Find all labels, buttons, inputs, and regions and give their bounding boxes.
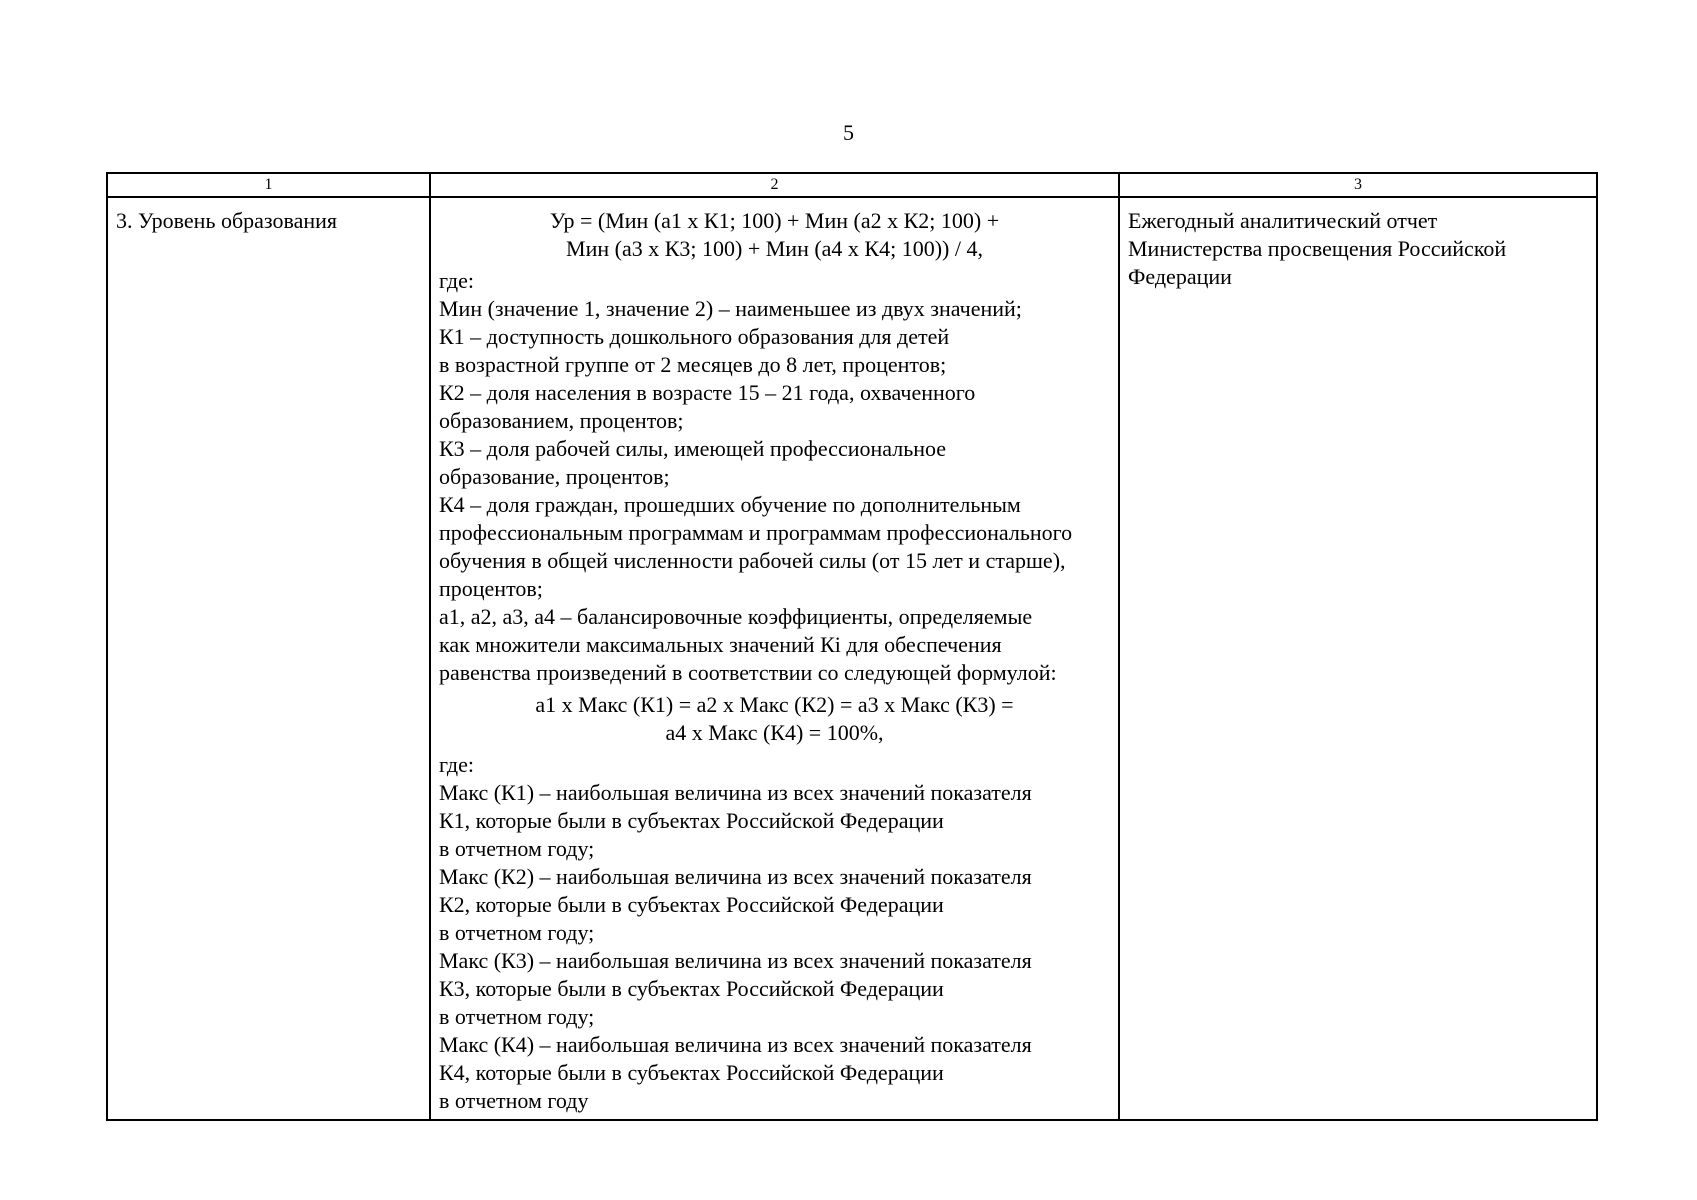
text-line: К3, которые были в субъектах Российской Федерации bbox=[439, 976, 944, 1001]
column-header-2: 2 bbox=[430, 173, 1119, 197]
text-line: обучения в общей численности рабочей силы (от 15 лет и старше), bbox=[439, 548, 1066, 573]
method-cell bbox=[430, 197, 1119, 1120]
text-line: К4, которые были в субъектах Российской Федерации bbox=[439, 1060, 944, 1085]
table-header-row bbox=[107, 173, 1597, 197]
text-line: где: bbox=[439, 752, 474, 777]
text-line: Федерации bbox=[1128, 264, 1232, 289]
text-line: равенства произведений в соответствии со следующей формулой: bbox=[439, 660, 1057, 685]
text-line: Макс (К3) – наибольшая величина из всех значений показателя bbox=[439, 948, 1032, 973]
source-text bbox=[1120, 198, 1596, 291]
text-line: профессиональным программам и программам профессионального bbox=[439, 520, 1073, 545]
text-line: в отчетном году; bbox=[439, 836, 595, 861]
text-line: Макс (К2) – наибольшая величина из всех значений показателя bbox=[439, 864, 1032, 889]
page-number: 5 bbox=[843, 120, 854, 145]
indicator-cell bbox=[107, 197, 430, 1120]
text-line: Макс (К4) – наибольшая величина из всех значений показателя bbox=[439, 1032, 1032, 1057]
text-line: образованием, процентов; bbox=[439, 408, 684, 433]
text-line: образование, процентов; bbox=[439, 464, 670, 489]
balancing-formula bbox=[439, 691, 1110, 747]
text-line: К4 – доля граждан, прошедших обучение по дополнительным bbox=[439, 492, 1021, 517]
main-formula bbox=[439, 207, 1110, 263]
text-line: Министерства просвещения Российской bbox=[1128, 236, 1507, 261]
variable-definitions bbox=[439, 267, 1110, 687]
formula-line: Мин (а3 х К3; 100) + Мин (а4 х К4; 100)) / 4, bbox=[566, 236, 983, 261]
text-line: Макс (К1) – наибольшая величина из всех значений показателя bbox=[439, 780, 1032, 805]
text-line: К3 – доля рабочей силы, имеющей профессиональное bbox=[439, 436, 947, 461]
text-line: в отчетном году; bbox=[439, 1004, 595, 1029]
max-definitions bbox=[439, 751, 1110, 1115]
text-line: процентов; bbox=[439, 576, 543, 601]
text-line: Ежегодный аналитический отчет bbox=[1128, 208, 1438, 233]
text-line: в отчетном году bbox=[439, 1088, 589, 1113]
column-header-3: 3 bbox=[1119, 173, 1597, 197]
table-row bbox=[107, 197, 1597, 1120]
text-line: К2, которые были в субъектах Российской Федерации bbox=[439, 892, 944, 917]
formula-line: Ур = (Мин (а1 х К1; 100) + Мин (а2 х К2; 100) + bbox=[549, 208, 1000, 233]
text-line: как множители максимальных значений Кi для обеспечения bbox=[439, 632, 1002, 657]
text-line: где: bbox=[439, 268, 474, 293]
formula-line: а4 х Макс (К4) = 100%, bbox=[665, 720, 884, 745]
text-line: К1, которые были в субъектах Российской Федерации bbox=[439, 808, 944, 833]
text-line: в отчетном году; bbox=[439, 920, 595, 945]
indicator-table bbox=[106, 172, 1598, 1121]
text-line: К1 – доступность дошкольного образования для детей bbox=[439, 324, 950, 349]
text-line: в возрастной группе от 2 месяцев до 8 лет, процентов; bbox=[439, 352, 947, 377]
column-header-1: 1 bbox=[107, 173, 430, 197]
text-line: а1, а2, а3, а4 – балансировочные коэффициенты, определяемые bbox=[439, 604, 1033, 629]
formula-line: а1 х Макс (К1) = а2 х Макс (К2) = а3 х Макс (К3) = bbox=[535, 692, 1014, 717]
text-line: К2 – доля населения в возрасте 15 – 21 года, охваченного bbox=[439, 380, 976, 405]
source-cell bbox=[1119, 197, 1597, 1120]
indicator-name: 3. Уровень образования bbox=[116, 208, 338, 233]
text-line: Мин (значение 1, значение 2) – наименьшее из двух значений; bbox=[439, 296, 1022, 321]
